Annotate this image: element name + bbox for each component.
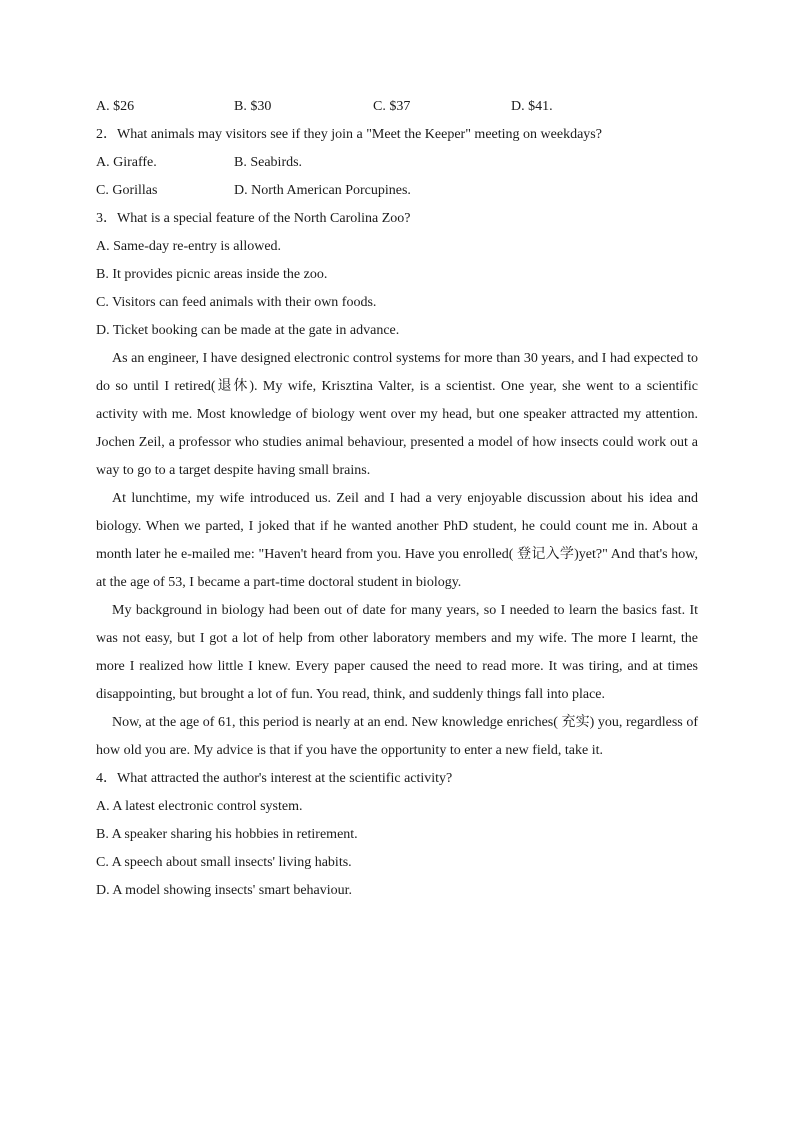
q4-option-a: A. A latest electronic control system. — [96, 799, 303, 814]
q2-options-row-1 — [96, 149, 698, 177]
passage-paragraph-4: Now, at the age of 61, this period is nearly at an end. New knowledge enriches( 充实) you, regardless of how old you are. My advice is that if you have the opportunity to enter a new field, take it. — [96, 715, 698, 758]
document-page — [96, 92, 698, 905]
q2-stem: 2．What animals may visitors see if they join a "Meet the Keeper" meeting on weekdays? — [96, 127, 602, 142]
q4-option-d: D. A model showing insects' smart behaviour. — [96, 883, 353, 898]
passage-paragraph-1: As an engineer, I have designed electronic control systems for more than 30 years, and I had expected to do so until I retired(退休). My wife, Krisztina Valter, is a scientist. One year, she went to a scientific activity with me. Most knowledge of biology went over my head, but one speaker attracted my attention. Jochen Zeil, a professor who studies animal behaviour, presented a model of how insects could work out a way to go to a target despite having small brains. — [96, 351, 698, 478]
q1-option-b: B. $30 — [234, 99, 272, 114]
q1-option-a: A. $26 — [96, 99, 135, 114]
passage-paragraph-3: My background in biology had been out of date for many years, so I needed to learn the basics fast. It was not easy, but I got a lot of help from other laboratory members and my wife. The more I learnt, the more I realized how little I knew. Every paper caused the need to read more. It was tiring, and at times disappointing, but brought a lot of fun. You read, think, and suddenly things fall into place. — [96, 603, 698, 702]
q3-option-b: B. It provides picnic areas inside the zoo. — [96, 267, 328, 282]
q3-option-a: A. Same-day re-entry is allowed. — [96, 239, 282, 254]
q4-option-b: B. A speaker sharing his hobbies in retirement. — [96, 827, 358, 842]
q4-option-c: C. A speech about small insects' living habits. — [96, 855, 352, 870]
q2-options-row-2 — [96, 177, 698, 205]
q2-option-d: D. North American Porcupines. — [234, 183, 411, 198]
q4-stem: 4．What attracted the author's interest at the scientific activity? — [96, 771, 453, 786]
q3-option-d: D. Ticket booking can be made at the gate in advance. — [96, 323, 400, 338]
q3-stem: 3．What is a special feature of the North Carolina Zoo? — [96, 211, 411, 226]
q2-option-c: C. Gorillas — [96, 183, 158, 198]
q2-option-a: A. Giraffe. — [96, 155, 157, 170]
q1-option-c: C. $37 — [373, 99, 411, 114]
q1-option-d: D. $41. — [511, 99, 553, 114]
q1-options — [96, 92, 698, 121]
passage-paragraph-2: At lunchtime, my wife introduced us. Zeil and I had a very enjoyable discussion about his idea and biology. When we parted, I joked that if he wanted another PhD student, he could count me in. About a month later he e-mailed me: "Haven't heard from you. Have you enrolled( 登记入学)yet?" And that's how, at the age of 53, I became a part-time doctoral student in biology. — [96, 491, 698, 590]
q3-option-c: C. Visitors can feed animals with their own foods. — [96, 295, 377, 310]
q2-option-b: B. Seabirds. — [234, 155, 303, 170]
